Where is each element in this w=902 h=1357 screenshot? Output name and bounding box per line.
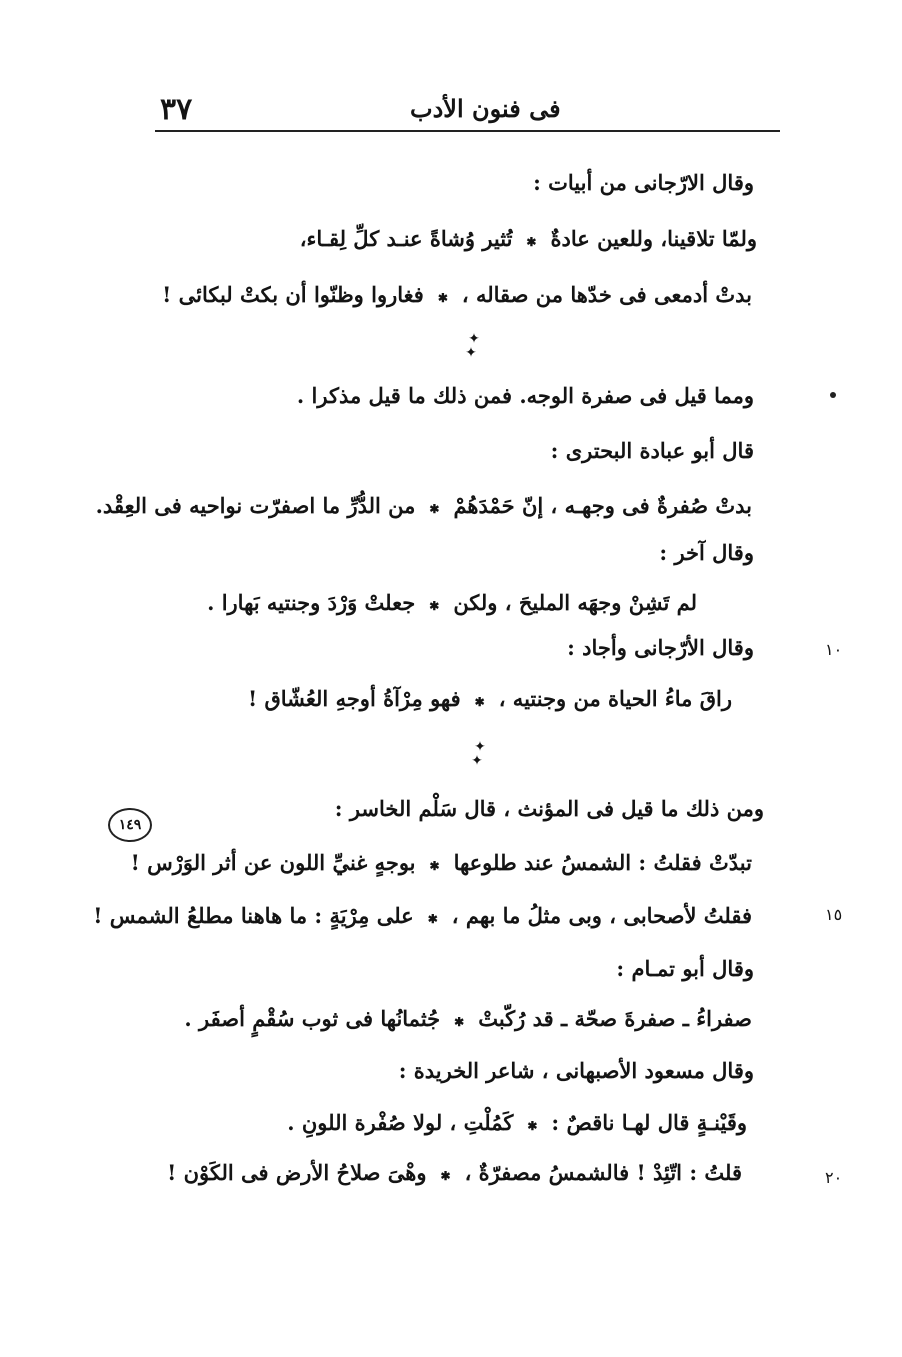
hemistich-first: تبدّتْ فقلتُ : الشمسُ عند طلوعها: [453, 850, 752, 875]
verse-line: [182, 1008, 752, 1029]
section6-intro: وقال أبو تمـام :: [616, 956, 754, 981]
verse-line: [130, 850, 752, 875]
ornament-separator: [460, 740, 500, 768]
hemistich-second: تُثير وُشاةً عنـد كلِّ لِقـاء،: [299, 226, 513, 251]
page-header: [150, 92, 780, 132]
hemistich-second: من الدُّرِّ ما اصفرّت نواحيه فى العِقْد.: [95, 493, 416, 518]
verse-divider-star: ✱: [429, 859, 440, 873]
hemistich-first: راقَ ماءُ الحياة من وجنتيه ،: [498, 686, 732, 711]
verse-divider-star: ✱: [429, 502, 440, 516]
section3-intro: وقال آخر :: [659, 540, 754, 565]
margin-line-number: ١٥: [825, 905, 843, 924]
verse-divider-star: ✱: [437, 291, 448, 305]
hemistich-first: وقَيْنـةٍ قال لهـا ناقصٌ :: [551, 1110, 747, 1135]
hemistich-first: ولمّا تلاقينا، وللعين عادةٌ: [550, 226, 757, 251]
separator-mark: ✦: [474, 739, 486, 755]
section1-intro: وقال الارّجانى من أبيات :: [533, 170, 754, 195]
hemistich-second: فغاروا وظنّوا أن بكتْ لبكائى !: [162, 282, 424, 307]
hemistich-second: بوجهٍ غنيِّ اللون عن أثر الوَرْس !: [130, 850, 416, 875]
hemistich-first: لم تَشِنْ وجهَه المليحَ ، ولكن: [453, 590, 697, 615]
ornament-separator: [454, 332, 494, 360]
verse-divider-star: ✱: [526, 235, 537, 249]
section5-prose: ومن ذلك ما قيل فى المؤنث ، قال سَلْم الخاسر :: [334, 796, 764, 821]
verse-divider-star: ✱: [440, 1169, 451, 1183]
verse-line: [162, 282, 752, 307]
verse-divider-star: ✱: [429, 599, 440, 613]
running-title: فى فنون الأدب: [410, 94, 561, 123]
verse-divider-star: ✱: [527, 1119, 538, 1133]
section7-intro: وقال مسعود الأصبهانى ، شاعر الخريدة :: [398, 1058, 754, 1083]
hemistich-first: بدتْ صُفرةٌ فى وجهـه ، إنّ حَمْدَهُمْ: [453, 493, 752, 518]
hemistich-second: كَمُلْتِ ، لولا صُفْرة اللونِ .: [287, 1110, 514, 1135]
verse-line: [95, 493, 752, 518]
verse-divider-star: ✱: [427, 912, 438, 926]
verse-line: [137, 592, 697, 613]
page-number: ٣٧: [160, 92, 193, 127]
hemistich-second: على مِرْيَةٍ : ما هاهنا مطلعُ الشمس !: [93, 903, 414, 928]
separator-mark: ✦: [471, 753, 489, 769]
hemistich-second: وهْىَ صلاحُ الأرض فى الكَوْن !: [167, 1160, 427, 1185]
verse-line: [187, 1112, 747, 1133]
separator-mark: ✦: [465, 345, 483, 361]
hemistich-first: فقلتُ لأصحابى ، وبى مثلُ ما بهم ،: [451, 903, 752, 928]
section2-intro: قال أبو عبادة البحترى :: [550, 438, 754, 463]
separator-mark: ✦: [468, 331, 480, 347]
hemistich-first: بدتْ أدمعى فى خدّها من صقاله ،: [461, 282, 752, 307]
hemistich-first: قلتُ : اتّئِدْ ! فالشمسُ مصفرّةٌ ،: [464, 1160, 742, 1185]
section2-prose: ومما قيل فى صفرة الوجه. فمن ذلك ما قيل مذكرا .: [296, 383, 754, 408]
hemistich-first: صفراءُ ـ صفرةَ صحّة ـ قد رُكّبتْ: [478, 1006, 752, 1031]
verse-line: [197, 228, 757, 249]
margin-line-number: ٢٠: [825, 1168, 843, 1187]
header-rule: [155, 130, 780, 132]
verse-line: [93, 903, 752, 928]
hemistich-second: فهو مِرْآةُ أوجهِ العُشّاق !: [247, 686, 461, 711]
margin-line-number: ١٠: [825, 640, 843, 659]
verse-line: [167, 1160, 742, 1185]
verse-divider-star: ✱: [454, 1015, 465, 1029]
section4-intro: وقال الأرّجانى وأجاد :: [567, 635, 754, 660]
verse-divider-star: ✱: [474, 695, 485, 709]
hemistich-second: جعلتْ وَرْدَ وجنتيه بَهارا .: [207, 590, 416, 615]
library-stamp: ١٤٩: [108, 808, 152, 842]
margin-marker: [830, 392, 836, 398]
verse-line: [172, 688, 732, 709]
hemistich-second: جُثمانُها فى ثوب سُقْمٍ أصفَر .: [184, 1006, 441, 1031]
